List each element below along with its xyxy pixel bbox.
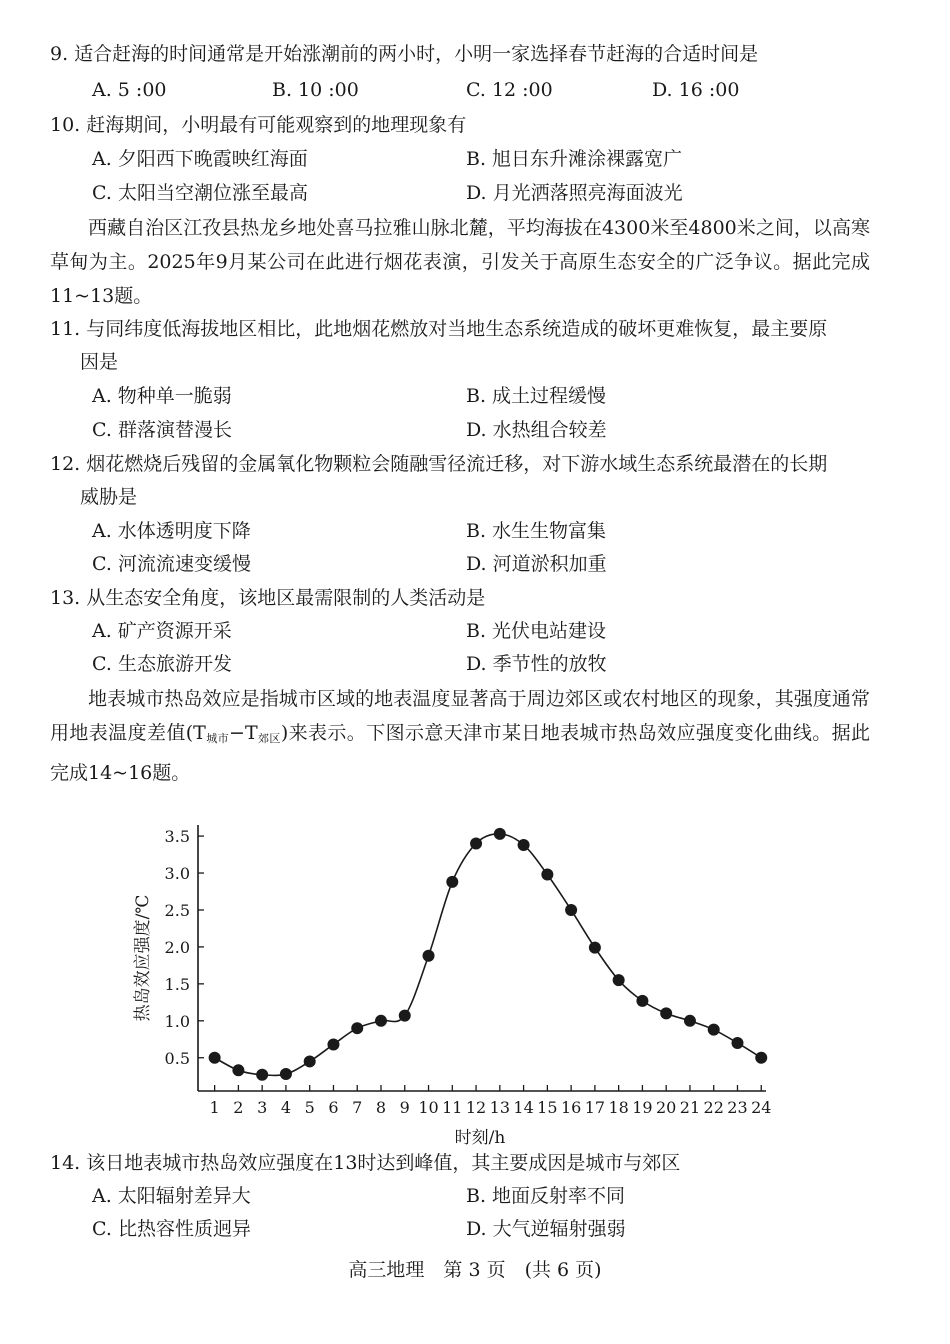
x-tick-label: 5 [304, 1098, 315, 1117]
x-tick-label: 13 [489, 1098, 511, 1117]
data-point [304, 1055, 316, 1067]
q10-stem: 10. 赶海期间，小明最有可能观察到的地理现象有 [50, 114, 467, 136]
data-point [565, 904, 577, 916]
x-tick-label: 7 [352, 1098, 363, 1117]
q11-option-b: B. 成土过程缓慢 [466, 385, 607, 407]
data-point [684, 1015, 696, 1027]
data-point [541, 869, 553, 881]
data-point [280, 1068, 292, 1080]
q9-option-a: A. 5 :00 [92, 79, 167, 101]
data-point [446, 876, 458, 888]
data-point [708, 1024, 720, 1036]
x-tick-label: 14 [513, 1098, 534, 1117]
q11-stem-line1: 11. 与同纬度低海拔地区相比，此地烟花燃放对当地生态系统造成的破坏更难恢复，最主要原 [50, 318, 828, 340]
q10-option-a: A. 夕阳西下晚霞映红海面 [92, 148, 308, 170]
y-tick-label: 3.5 [164, 827, 190, 847]
passage-heat-island-text-2: )来表示。下图示意天津市某日地表城市热岛效应强度变化曲线。据此完成14~16题。 [50, 722, 871, 784]
subscript-city: 城市 [205, 732, 230, 745]
q9-stem: 9. 适合赶海的时间通常是开始涨潮前的两小时，小明一家选择春节赶海的合适时间是 [50, 43, 759, 65]
data-point [209, 1052, 221, 1064]
data-point [327, 1038, 339, 1050]
data-point [470, 837, 482, 849]
page-footer: 高三地理 第 3 页 (共 6 页) [348, 1259, 602, 1281]
x-tick-label: 12 [465, 1098, 487, 1117]
q14-option-a: A. 太阳辐射差异大 [92, 1185, 251, 1207]
x-tick-label: 9 [399, 1098, 410, 1117]
q14-option-d: D. 大气逆辐射强弱 [466, 1218, 626, 1240]
x-tick-label: 21 [679, 1098, 701, 1117]
x-tick-label: 15 [537, 1098, 558, 1117]
q10-option-b: B. 旭日东升滩涂裸露宽广 [466, 148, 683, 170]
data-point [660, 1007, 672, 1019]
q11-option-c: C. 群落演替漫长 [92, 419, 232, 441]
passage-tibet-text: 西藏自治区江孜县热龙乡地处喜马拉雅山脉北麓，平均海拔在4300米至4800米之间，以高寒草甸为主。2025年9月某公司在此进行烟花表演，引发关于高原生态安全的广泛争议。据此完成11~13题。 [50, 217, 870, 307]
q9-option-d: D. 16 :00 [652, 79, 740, 101]
x-axis-label: 时刻/h [454, 1128, 506, 1145]
x-tick-label: 19 [632, 1098, 653, 1117]
q9-option-c: C. 12 :00 [466, 79, 553, 101]
q9-option-b: B. 10 :00 [272, 79, 359, 101]
series-line [215, 834, 762, 1076]
passage-heat-island-text-1: 地表城市热岛效应是指城市区域的地表温度显著高于周边郊区或农村地区的现象，其强度通常用地表温度差值(T [50, 688, 870, 744]
q11-option-a: A. 物种单一脆弱 [92, 385, 232, 407]
q10-option-c: C. 太阳当空潮位涨至最高 [92, 182, 308, 204]
passage-heat-island-minus: −T [229, 722, 258, 744]
x-tick-label: 23 [727, 1098, 748, 1117]
data-point [375, 1015, 387, 1027]
y-tick-label: 2.0 [164, 937, 190, 957]
data-point [423, 950, 435, 962]
x-tick-label: 22 [703, 1098, 724, 1117]
x-tick-label: 20 [656, 1098, 677, 1117]
data-point [494, 828, 506, 840]
q13-option-b: B. 光伏电站建设 [466, 620, 607, 642]
q10-option-d: D. 月光洒落照亮海面波光 [466, 182, 683, 204]
y-tick-label: 0.5 [164, 1048, 190, 1068]
data-point [518, 839, 530, 851]
passage-heat-island [50, 682, 870, 790]
q11-stem-line2: 因是 [80, 351, 119, 373]
q13-option-d: D. 季节性的放牧 [466, 653, 607, 675]
x-tick-label: 3 [257, 1098, 268, 1117]
q14-option-c: C. 比热容性质迥异 [92, 1218, 251, 1240]
y-tick-label: 1.0 [164, 1011, 190, 1031]
x-tick-label: 18 [608, 1098, 629, 1117]
heat-island-chart [120, 815, 800, 1145]
q13-option-a: A. 矿产资源开采 [92, 620, 232, 642]
x-tick-label: 1 [209, 1098, 220, 1117]
data-point [351, 1022, 363, 1034]
data-point [613, 974, 625, 986]
data-point [731, 1037, 743, 1049]
q12-option-a: A. 水体透明度下降 [92, 520, 251, 542]
x-tick-label: 8 [375, 1098, 387, 1117]
x-tick-label: 11 [442, 1098, 463, 1117]
q11-option-d: D. 水热组合较差 [466, 419, 607, 441]
q12-option-b: B. 水生生物富集 [466, 520, 607, 542]
q12-stem-line1: 12. 烟花燃烧后残留的金属氧化物颗粒会随融雪径流迁移，对下游水域生态系统最潜在的长期 [50, 453, 828, 475]
y-tick-label: 1.5 [164, 974, 190, 994]
y-tick-label: 2.5 [164, 900, 190, 920]
passage-tibet [50, 211, 870, 313]
data-point [636, 995, 648, 1007]
data-point [256, 1069, 268, 1081]
data-point [589, 942, 601, 954]
x-tick-label: 2 [233, 1098, 244, 1117]
q12-option-c: C. 河流流速变缓慢 [92, 553, 251, 575]
q12-stem-line2: 威胁是 [80, 486, 138, 508]
y-axis-label: 热岛效应强度/℃ [133, 894, 153, 1022]
q14-option-b: B. 地面反射率不同 [466, 1185, 626, 1207]
q14-stem: 14. 该日地表城市热岛效应强度在13时达到峰值，其主要成因是城市与郊区 [50, 1152, 681, 1174]
x-tick-label: 4 [280, 1098, 292, 1117]
x-tick-label: 16 [560, 1098, 582, 1117]
x-tick-label: 10 [418, 1098, 439, 1117]
q13-stem: 13. 从生态安全角度，该地区最需限制的人类活动是 [50, 587, 486, 609]
data-point [232, 1064, 244, 1076]
data-point [399, 1010, 411, 1022]
subscript-suburb: 郊区 [257, 732, 281, 745]
q13-option-c: C. 生态旅游开发 [92, 653, 232, 675]
q12-option-d: D. 河道淤积加重 [466, 553, 607, 575]
x-tick-label: 6 [328, 1098, 339, 1117]
y-tick-label: 3.0 [164, 864, 190, 884]
x-tick-label: 17 [584, 1098, 606, 1117]
x-tick-label: 24 [751, 1098, 772, 1117]
data-point [755, 1052, 767, 1064]
